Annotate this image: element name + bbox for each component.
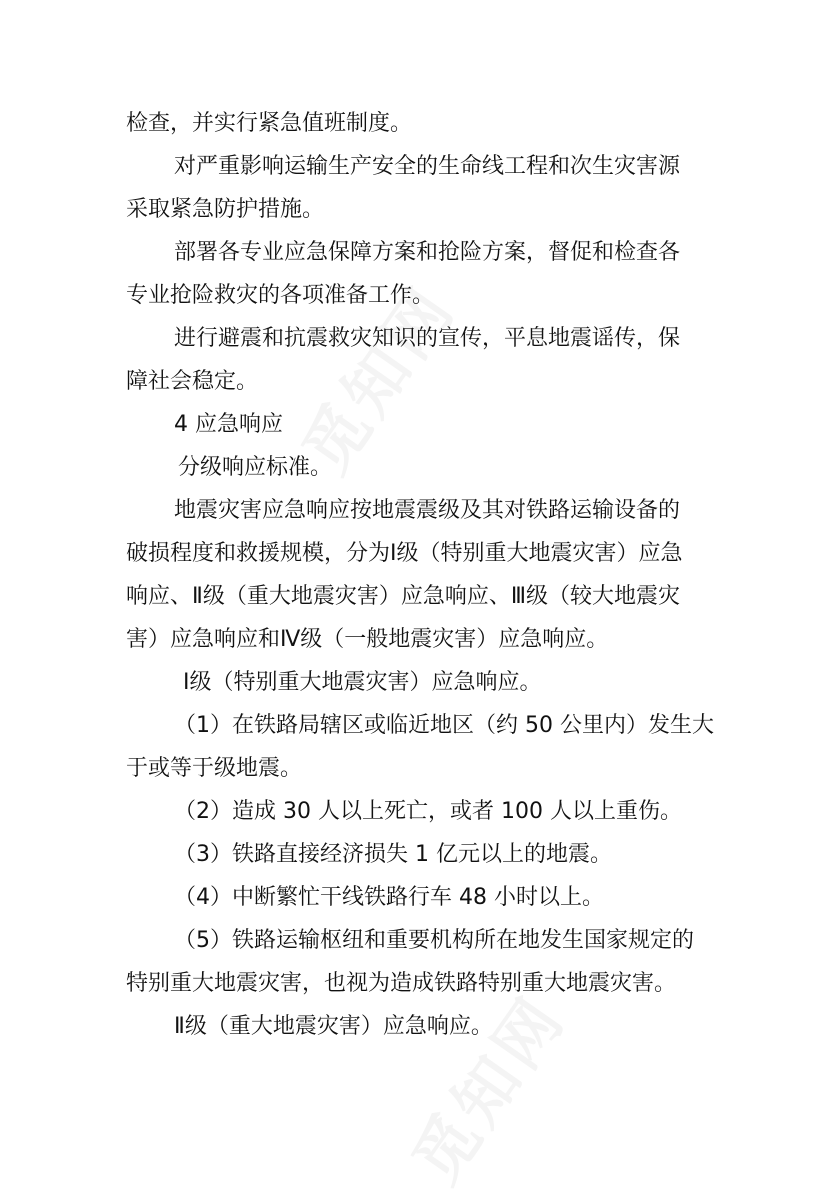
text-line: 特别重大地震灾害，也视为造成铁路特别重大地震灾害。 [126,971,677,996]
text-line: 地震灾害应急响应按地震震级及其对铁路运输设备的 [174,498,681,523]
text-line: Ⅰ级（特别重大地震灾害）应急响应。 [183,670,542,695]
text-line: （3）铁路直接经济损失 1 亿元以上的地震。 [174,842,612,867]
text-line: （2）造成 30 人以上死亡，或者 100 人以上重伤。 [174,799,682,824]
section-heading: 4 应急响应 [174,412,283,437]
text-line: 分级响应标准。 [178,455,333,480]
watermark [387,974,583,1198]
text-line: 对严重影响运输生产安全的生命线工程和次生灾害源 [174,154,681,179]
text-line: 障社会稳定。 [126,369,259,394]
text-line: 响应、Ⅱ级（重大地震灾害）应急响应、Ⅲ级（较大地震灾 [126,584,680,609]
text-line: 采取紧急防护措施。 [126,197,325,222]
text-line: （4）中断繁忙干线铁路行车 48 小时以上。 [174,885,604,910]
text-line: （1）在铁路局辖区或临近地区（约 50 公里内）发生大 [174,713,714,738]
text-line: 于或等于级地震。 [126,756,303,781]
text-line: 部署各专业应急保障方案和抢险方案，督促和检查各 [174,240,681,265]
text-line: 进行避震和抗震救灾知识的宣传，平息地震谣传，保 [174,326,681,351]
text-line: 检查，并实行紧急值班制度。 [126,111,413,136]
text-line: Ⅱ级（重大地震灾害）应急响应。 [174,1014,493,1039]
text-line: 破损程度和救援规模，分为Ⅰ级（特别重大地震灾害）应急 [126,541,683,566]
text-line: 害）应急响应和Ⅳ级（一般地震灾害）应急响应。 [126,627,609,652]
text-line: 专业抢险救灾的各项准备工作。 [126,283,435,308]
text-line: （5）铁路运输枢纽和重要机构所在地发生国家规定的 [174,928,694,953]
